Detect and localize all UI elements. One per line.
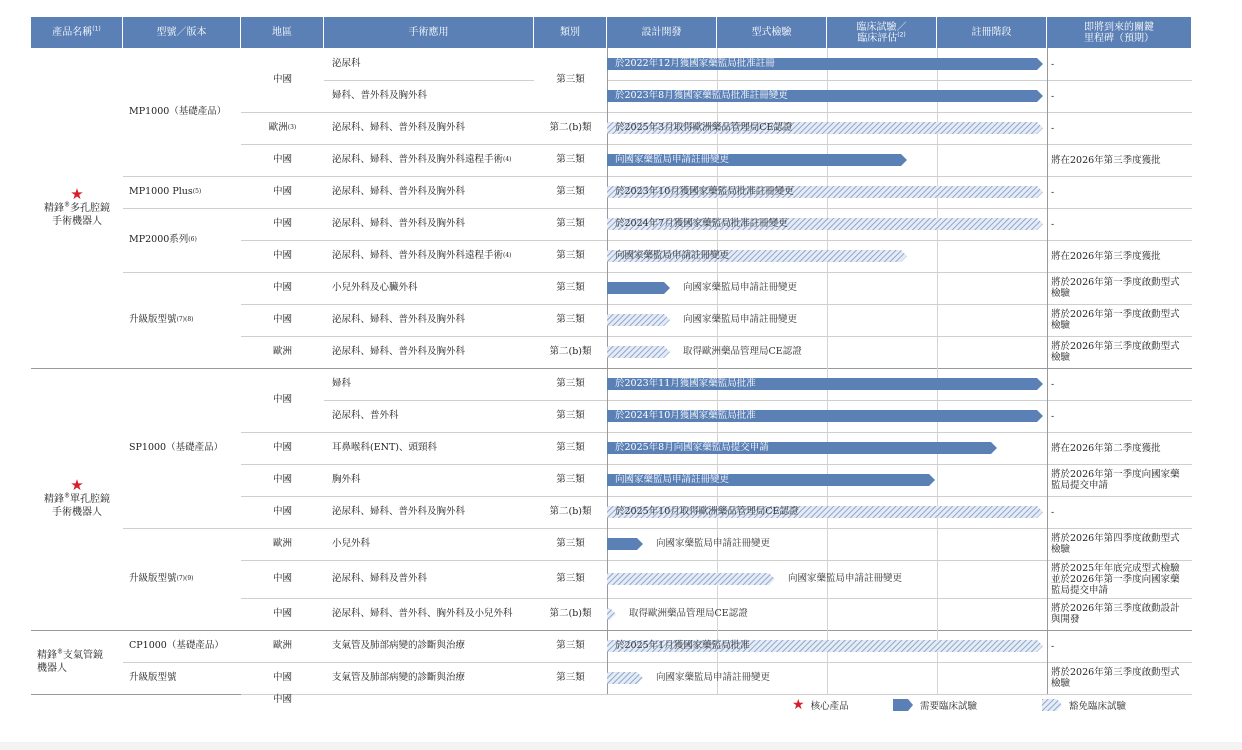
header-cell bbox=[324, 17, 534, 48]
header-cell bbox=[827, 17, 937, 48]
hatched-arrow-shape bbox=[607, 314, 670, 326]
device-class: 第三類 bbox=[556, 378, 585, 389]
header-label: 設計開發 bbox=[641, 27, 682, 38]
device-class: 第三類 bbox=[556, 538, 585, 549]
device-class: 第二(b)類 bbox=[549, 346, 592, 357]
bar-label: 於2025年1月獲國家藥監局批准 bbox=[615, 640, 750, 651]
model-name: 升級版型號 bbox=[129, 672, 177, 683]
header-label: 手術應用 bbox=[408, 27, 449, 38]
column-divider bbox=[607, 48, 608, 694]
legend-core bbox=[792, 697, 849, 713]
milestone: - bbox=[1051, 410, 1055, 422]
region: 中國 bbox=[272, 442, 292, 453]
milestone: 將於2026年第一季度啟動型式檢驗 bbox=[1051, 309, 1180, 331]
exempt-bar bbox=[607, 608, 616, 620]
product-label: 精鋒®支氣管鏡 bbox=[37, 648, 103, 661]
hatched-arrow-icon bbox=[1042, 699, 1062, 711]
device-class: 第二(b)類 bbox=[549, 608, 592, 619]
registered-mark: ® bbox=[64, 492, 70, 500]
region: 歐洲 bbox=[272, 538, 292, 549]
milestone: 將在2026年第三季度獲批 bbox=[1051, 250, 1161, 262]
registered-mark: ® bbox=[57, 648, 63, 656]
device-class: 第三類 bbox=[556, 250, 585, 261]
registered-mark: ® bbox=[64, 201, 70, 209]
header-label: 型號／版本 bbox=[156, 27, 207, 38]
header-cell bbox=[1047, 17, 1192, 48]
bar-label: 向國家藥監局申請註冊變更 bbox=[656, 538, 771, 549]
exempt-bar bbox=[607, 672, 643, 684]
surgical-application: 胸外科 bbox=[332, 474, 361, 485]
model-name: MP1000 Plus (5) bbox=[129, 186, 202, 197]
region: 中國 bbox=[272, 474, 292, 485]
milestone: - bbox=[1051, 378, 1055, 390]
footnote-ref: (1) bbox=[92, 25, 101, 33]
surgical-application: 泌尿科、普外科 bbox=[332, 410, 399, 421]
surgical-application: 小兒外科 bbox=[332, 538, 371, 549]
surgical-application: 小兒外科及心臟外科 bbox=[332, 282, 418, 293]
surgical-application: 泌尿科、婦科及普外科 bbox=[332, 573, 428, 584]
milestone: 將於2025年年底完成型式檢驗並於2026年第一季度向國家藥監局提交申請 bbox=[1051, 562, 1180, 596]
legend-exempt-label: 豁免臨床試驗 bbox=[1069, 701, 1127, 712]
solid-arrow-icon bbox=[893, 699, 913, 711]
surgical-application: 泌尿科、婦科、普外科及胸外科 bbox=[332, 346, 466, 357]
region: 中國 bbox=[272, 282, 292, 293]
device-class: 第二(b)類 bbox=[549, 122, 592, 133]
milestone: - bbox=[1051, 186, 1055, 198]
header-label: 類別 bbox=[560, 27, 580, 38]
device-class: 第三類 bbox=[556, 282, 585, 293]
region: 中國 bbox=[272, 154, 292, 165]
milestone: 將在2026年第三季度獲批 bbox=[1051, 154, 1161, 166]
product-name bbox=[33, 186, 121, 228]
milestone: 將於2026年第一季度向國家藥監局提交申請 bbox=[1051, 469, 1180, 491]
product-label-line2: 手術機器人 bbox=[52, 507, 102, 518]
region: 中國 bbox=[272, 672, 292, 683]
exempt-bar bbox=[607, 314, 670, 326]
surgical-application: 泌尿科、婦科、普外科及胸外科 bbox=[332, 506, 466, 517]
model-name: 升級版型號 (7)(8) bbox=[129, 314, 194, 325]
bar-label: 取得歐洲藥品管理局CE認證 bbox=[683, 346, 802, 357]
region: 中國 bbox=[272, 506, 292, 517]
legend-exempt bbox=[1042, 697, 1126, 713]
milestone: - bbox=[1051, 506, 1055, 518]
milestone: - bbox=[1051, 90, 1055, 102]
surgical-application: 婦科 bbox=[332, 378, 352, 389]
legend-clinical-label: 需要臨床試驗 bbox=[920, 701, 978, 712]
device-class: 第三類 bbox=[556, 672, 585, 683]
model-name: CP1000（基礎產品） bbox=[129, 640, 224, 651]
model-name: SP1000（基礎產品） bbox=[129, 442, 224, 453]
column-divider bbox=[937, 48, 938, 694]
header-label: 臨床試驗／ 臨床評估$^{(2)}$ bbox=[856, 21, 907, 44]
star-icon: ★ bbox=[70, 185, 84, 203]
device-class: 第二(b)類 bbox=[549, 506, 592, 517]
region: 中國 bbox=[272, 218, 292, 229]
bar-label: 於2024年7月獲國家藥監局批准註冊變更 bbox=[615, 218, 788, 229]
device-class: 第三類 bbox=[556, 74, 585, 85]
milestone: 將於2026年第四季度啟動型式檢驗 bbox=[1051, 533, 1180, 555]
surgical-application: 支氣管及肺部病變的診斷與治療 bbox=[332, 640, 466, 651]
surgical-application: 婦科、普外科及胸外科 bbox=[332, 90, 428, 101]
surgical-application: 泌尿科 bbox=[332, 58, 361, 69]
clinical-trial-bar bbox=[607, 282, 670, 294]
surgical-application: 泌尿科、婦科、普外科及胸外科遠程手術 (4) bbox=[332, 154, 512, 165]
product-label-line2: 手術機器人 bbox=[52, 216, 102, 227]
region: 中國 bbox=[272, 573, 292, 584]
header-label: 產品名稱$^{(1)}$ bbox=[52, 25, 101, 38]
surgical-application: 泌尿科、婦科、普外科及胸外科 bbox=[332, 314, 466, 325]
model-name: 升級版型號 (7)(9) bbox=[129, 573, 194, 584]
device-class: 第三類 bbox=[556, 154, 585, 165]
product-label: 精鋒®單孔腔鏡 bbox=[44, 492, 110, 505]
device-class: 第三類 bbox=[556, 573, 585, 584]
product-name bbox=[37, 649, 125, 675]
device-class: 第三類 bbox=[556, 218, 585, 229]
region: 中國 bbox=[272, 250, 292, 261]
column-divider bbox=[1047, 48, 1048, 694]
surgical-application: 支氣管及肺部病變的診斷與治療 bbox=[332, 672, 466, 683]
region: 中國 bbox=[272, 694, 292, 705]
device-class: 第三類 bbox=[556, 410, 585, 421]
legend-clinical bbox=[893, 697, 977, 713]
device-class: 第三類 bbox=[556, 186, 585, 197]
header-cell bbox=[534, 17, 607, 48]
bar-label: 向國家藥監局申請註冊變更 bbox=[788, 573, 903, 584]
device-class: 第三類 bbox=[556, 314, 585, 325]
region: 歐洲 bbox=[272, 640, 292, 651]
milestone: 將在2026年第二季度獲批 bbox=[1051, 442, 1161, 454]
product-label-line2: 機器人 bbox=[37, 663, 67, 674]
surgical-application: 耳鼻喉科(ENT)、頭頸科 bbox=[332, 442, 437, 453]
surgical-application: 泌尿科、婦科、普外科及胸外科 bbox=[332, 218, 466, 229]
milestone: - bbox=[1051, 218, 1055, 230]
star-icon: ★ bbox=[70, 476, 84, 494]
column-divider bbox=[827, 48, 828, 694]
region: 中國 bbox=[272, 74, 292, 85]
header-label: 地區 bbox=[272, 27, 292, 38]
surgical-application: 泌尿科、婦科、普外科及胸外科 bbox=[332, 122, 466, 133]
hatched-arrow-shape bbox=[607, 608, 616, 620]
region: 歐洲 bbox=[272, 346, 292, 357]
model-name: MP1000（基礎產品） bbox=[129, 106, 227, 117]
table-header bbox=[31, 17, 1192, 48]
region: 中國 bbox=[272, 314, 292, 325]
hatched-arrow-shape bbox=[607, 672, 643, 684]
bar-label: 於2023年8月獲國家藥監局批准註冊變更 bbox=[615, 90, 788, 101]
header-cell bbox=[607, 17, 717, 48]
footnote-ref: (2) bbox=[897, 31, 906, 39]
bar-label: 向國家藥監局申請註冊變更 bbox=[615, 250, 730, 261]
bar-label: 向國家藥監局申請註冊變更 bbox=[656, 672, 771, 683]
product-label: 精鋒®多孔腔鏡 bbox=[44, 201, 110, 214]
header-cell bbox=[31, 17, 123, 48]
milestone: - bbox=[1051, 640, 1055, 652]
hatched-arrow-shape bbox=[607, 573, 775, 585]
surgical-application: 泌尿科、婦科、普外科、胸外科及小兒外科 bbox=[332, 608, 513, 619]
milestone: 將於2026年第三季度啟動型式檢驗 bbox=[1051, 667, 1180, 689]
solid-arrow-shape bbox=[607, 282, 670, 294]
row-divider bbox=[241, 694, 1192, 695]
device-class: 第三類 bbox=[556, 442, 585, 453]
region: 中國 bbox=[272, 608, 292, 619]
legend-core-label: 核心產品 bbox=[810, 701, 849, 712]
milestone: - bbox=[1051, 58, 1055, 70]
surgical-application: 泌尿科、婦科、普外科及胸外科 bbox=[332, 186, 466, 197]
bar-label: 於2025年3月取得歐洲藥品管理局CE認證 bbox=[615, 122, 793, 133]
region: 中國 bbox=[272, 186, 292, 197]
bar-label: 於2023年11月獲國家藥監局批准 bbox=[615, 378, 756, 389]
milestone: - bbox=[1051, 122, 1055, 134]
header-cell bbox=[241, 17, 324, 48]
bar-label: 向國家藥監局申請註冊變更 bbox=[615, 154, 730, 165]
exempt-bar bbox=[607, 346, 670, 358]
bar-label: 於2025年8月向國家藥監局提交申請 bbox=[615, 442, 769, 453]
model-name: MP2000系列 (6) bbox=[129, 234, 197, 245]
header-label: 型式檢驗 bbox=[751, 27, 792, 38]
clinical-trial-bar bbox=[607, 538, 643, 550]
milestone: 將於2026年第三季度啟動設計與開發 bbox=[1051, 603, 1180, 625]
header-cell bbox=[717, 17, 827, 48]
bar-label: 向國家藥監局申請註冊變更 bbox=[683, 282, 798, 293]
solid-arrow-shape bbox=[607, 538, 643, 550]
bar-label: 於2024年10月獲國家藥監局批准 bbox=[615, 410, 756, 421]
bar-label: 於2025年10月取得歐洲藥品管理局CE認證 bbox=[615, 506, 799, 517]
header-cell bbox=[123, 17, 241, 48]
header-label: 即將到來的關鍵 里程碑（預期） bbox=[1084, 21, 1154, 44]
exempt-bar bbox=[607, 573, 775, 585]
bar-label: 向國家藥監局申請註冊變更 bbox=[683, 314, 798, 325]
bar-label: 取得歐洲藥品管理局CE認證 bbox=[629, 608, 748, 619]
surgical-application: 泌尿科、婦科、普外科及胸外科遠程手術 (4) bbox=[332, 250, 512, 261]
region: 歐洲 (3) bbox=[268, 122, 297, 133]
bar-label: 於2023年10月獲國家藥監局批准註冊變更 bbox=[615, 186, 794, 197]
bar-label: 向國家藥監局申請註冊變更 bbox=[615, 474, 730, 485]
bar-label: 於2022年12月獲國家藥監局批准註冊 bbox=[615, 58, 775, 69]
star-icon: ★ bbox=[792, 697, 805, 713]
milestone: 將於2026年第一季度啟動型式檢驗 bbox=[1051, 277, 1180, 299]
product-name bbox=[33, 477, 121, 519]
hatched-arrow-shape bbox=[607, 346, 670, 358]
header-cell bbox=[937, 17, 1047, 48]
header-label: 註冊階段 bbox=[971, 27, 1012, 38]
device-class: 第三類 bbox=[556, 640, 585, 651]
milestone: 將於2026年第三季度啟動型式檢驗 bbox=[1051, 341, 1180, 363]
column-divider bbox=[717, 48, 718, 694]
device-class: 第三類 bbox=[556, 474, 585, 485]
region: 中國 bbox=[272, 394, 292, 405]
